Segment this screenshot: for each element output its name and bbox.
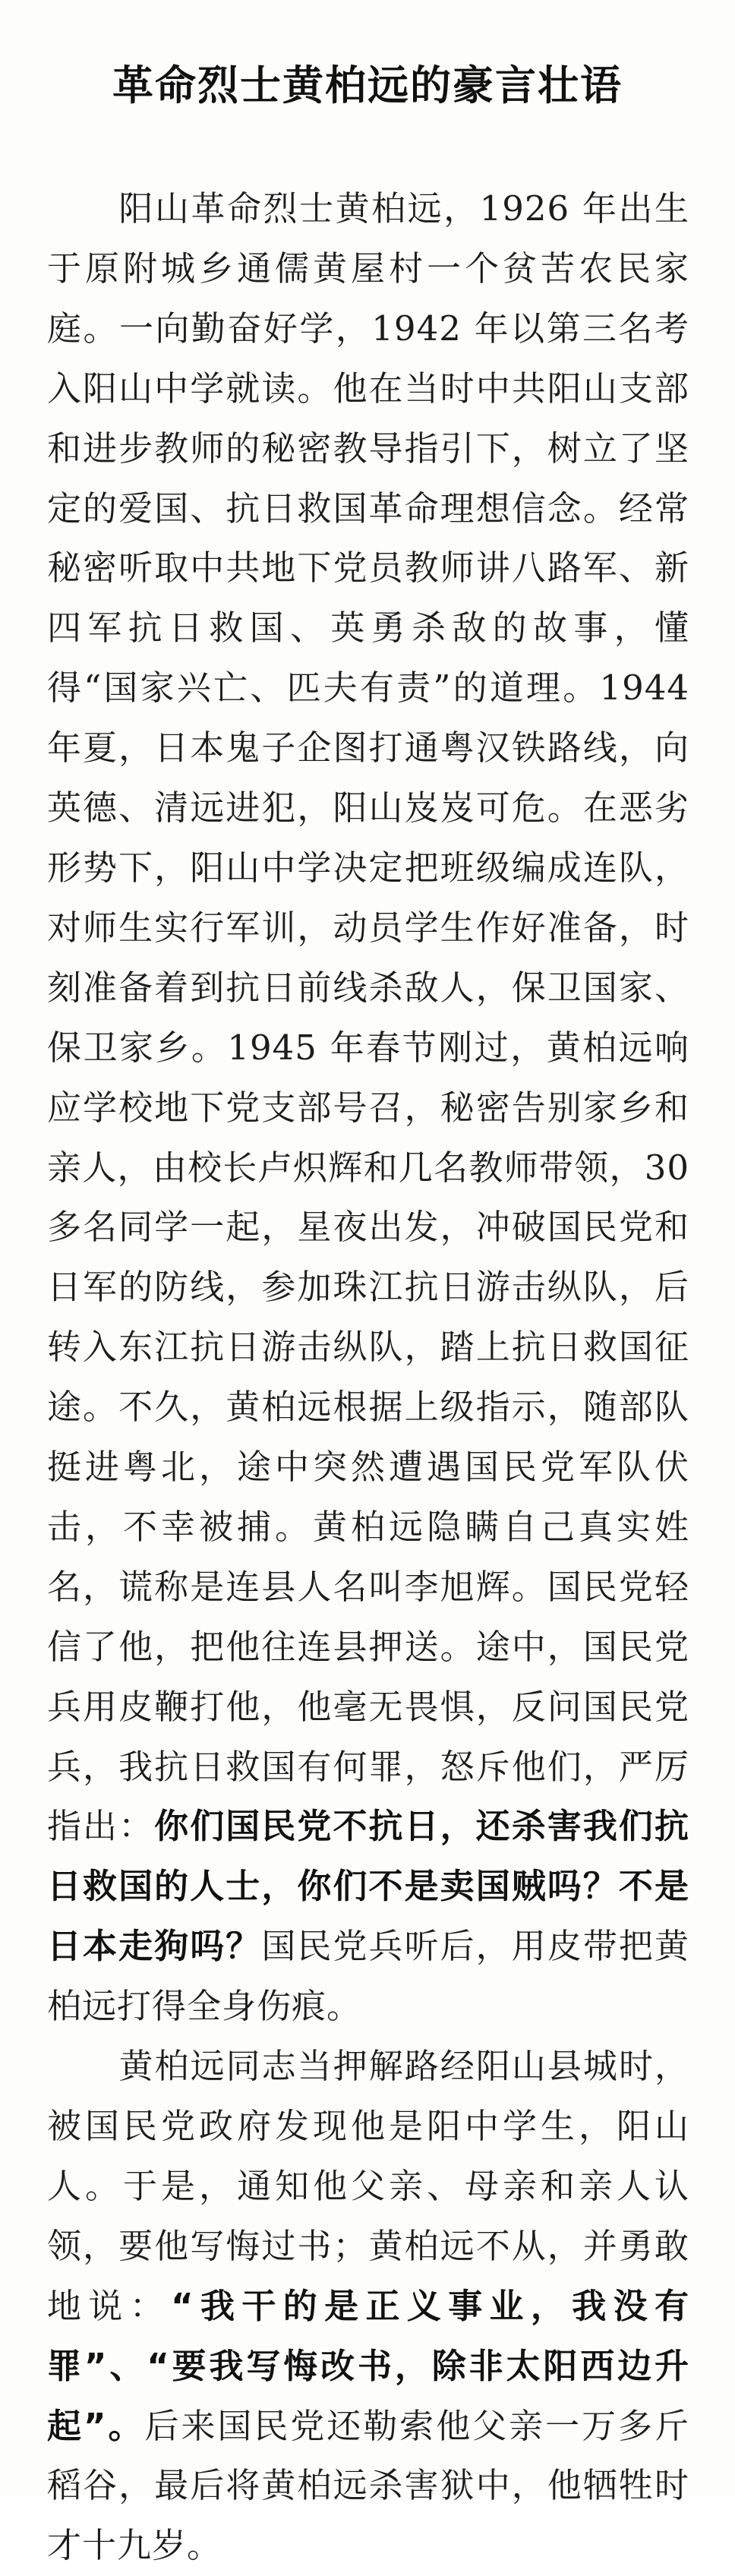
paragraph-1-text: 阳山革命烈士黄柏远，1926 年出生于原附城乡通儒黄屋村一个贫苦农民家庭。一向勤奋好学，1942 年以第三名考入阳山中学就读。他在当时中共阳山支部和进步教师的秘密教导指引下，树立了坚定的爱国、抗日救国革命理想信念。经常秘密听取中共地下党员教师讲八路军、新四军抗日救国、英勇杀敌的故事，懂得“国家兴亡、匹夫有责”的道理。1944 年夏，日本鬼子企图打通粤汉铁路线，向英德、清远进犯，阳山岌岌可危。在恶劣形势下，阳山中学决定把班级编成连队，对师生实行军训，动员学生作好准备，时刻准备着到抗日前线杀敌人，保卫国家、保卫家乡。1945 年春节刚过，黄柏远响应学校地下党支部号召，秘密告别家乡和亲人，由校长卢炽辉和几名教师带领，30 多名同学一起，星夜出发，冲破国民党和日军的防线，参加珠江抗日游击纵队，后转入东江抗日游击纵队，踏上抗日救国征途。不久，黄柏远根据上级指示，随部队挺进粤北，途中突然遭遇国民党军队伏击，不幸被捕。黄柏远隐瞒自己真实姓名，谎称是连县人名叫李旭辉。国民党轻信了他，把他往连县押送。途中，国民党兵用皮鞭打他，他毫无畏惧，反问国民党兵，我抗日救国有何罪，怒斥他们，严厉指出： xyxy=(47,188,689,1847)
article-body xyxy=(47,179,689,2576)
paragraph-1-quote: 你们国民党不抗日，还杀害我们抗日救国的人士，你们不是卖国贼吗？不是日本走狗吗？ xyxy=(47,1806,689,1967)
paragraph-2 xyxy=(47,2037,689,2576)
article-title: 革命烈士黄柏远的豪言壮语 xyxy=(112,62,623,109)
paragraph-2-text: 黄柏远同志当押解路经阳山县城时，被国民党政府发现他是阳中学生，阳山人。于是，通知他父亲、母亲和亲人认领，要他写悔过书；黄柏远不从，并勇敢地说： xyxy=(47,2046,689,2326)
paragraph-1-tail: 国民党兵听后，用皮带把黄柏远打得全身伤痕。 xyxy=(47,1926,689,2027)
paragraph-2-quote: “我干的是正义事业，我没有罪”、“要我写悔改书，除非太阳西边升起”。 xyxy=(47,2285,689,2446)
paragraph-1 xyxy=(47,179,689,2037)
paragraph-2-tail: 后来国民党还勒索他父亲一万多斤稻谷，最后将黄柏远杀害狱中，他牺牲时才十九岁。 xyxy=(47,2405,689,2566)
